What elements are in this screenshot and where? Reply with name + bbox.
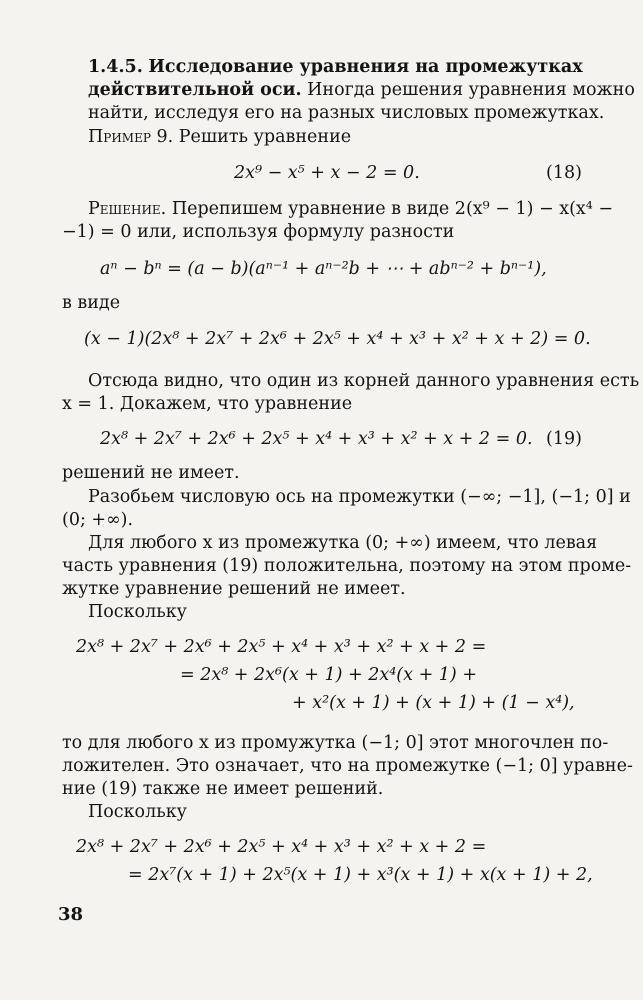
equation-19-number: (19): [546, 429, 582, 449]
paragraph-3-line-2: часть уравнения (19) положительна, поэтому на этом проме-: [62, 556, 632, 576]
page-number: 38: [58, 904, 84, 925]
section-title-part-1: Исследование уравнения на промежутках: [148, 57, 583, 77]
factored-equation: (x − 1)(2x⁸ + 2x⁷ + 2x⁶ + 2x⁵ + x⁴ + x³ + x² + x + 2) = 0.: [84, 329, 591, 349]
since-text-1: Поскольку: [88, 602, 187, 622]
paragraph-1-line-2: x = 1. Докажем, что уравнение: [62, 394, 353, 414]
derivation-1-line-3: + x²(x + 1) + (x + 1) + (1 − x⁴),: [292, 693, 575, 713]
equation-18-number: (18): [546, 163, 582, 183]
equation-19: 2x⁸ + 2x⁷ + 2x⁶ + 2x⁵ + x⁴ + x³ + x² + x + 2 = 0.: [100, 429, 533, 449]
heading-line-2: [88, 79, 635, 101]
paragraph-4-line-2: ложителен. Это означает, что на промежутке (−1; 0] уравне-: [62, 756, 633, 776]
section-title-part-2: действительной оси.: [88, 80, 302, 100]
paragraph-4-line-3: ние (19) также не имеет решений.: [62, 779, 384, 799]
derivation-1-line-1: 2x⁸ + 2x⁷ + 2x⁶ + 2x⁵ + x⁴ + x³ + x² + x + 2 =: [76, 637, 487, 657]
equation-18: 2x⁹ − x⁵ + x − 2 = 0.: [234, 163, 420, 183]
paragraph-3-line-3: жутке уравнение решений не имеет.: [62, 579, 406, 599]
paragraph-4-line-1: то для любого x из промужутка (−1; 0] этот многочлен по-: [62, 733, 609, 753]
solution-line-1: [88, 198, 614, 220]
paragraph-3-line-1: Для любого x из промежутка (0; +∞) имеем, что левая: [88, 533, 598, 553]
solution-line-2: −1) = 0 или, используя формулу разности: [62, 222, 455, 242]
no-solutions-text: решений не имеет.: [62, 463, 240, 483]
paragraph-2-line-2: (0; +∞).: [62, 510, 134, 530]
derivation-2-line-1: 2x⁸ + 2x⁷ + 2x⁶ + 2x⁵ + x⁴ + x³ + x² + x + 2 =: [76, 837, 487, 857]
in-form-text: в виде: [62, 293, 121, 313]
paragraph-1-line-1: Отсюда видно, что один из корней данного уравнения есть: [88, 371, 640, 391]
intro-text-line-3: найти, исследуя его на разных числовых промежутках.: [88, 103, 605, 123]
example-label: Пример 9.: [88, 127, 174, 147]
intro-text-part-1: Иногда решения уравнения можно: [307, 80, 635, 100]
solution-label: Решение.: [88, 199, 167, 219]
example-text: Решить уравнение: [178, 127, 352, 147]
example-line: [88, 126, 580, 148]
derivation-2-line-2: = 2x⁷(x + 1) + 2x⁵(x + 1) + x³(x + 1) + x(x + 1) + 2,: [128, 865, 593, 885]
since-text-2: Поскольку: [88, 802, 187, 822]
derivation-1-line-2: = 2x⁸ + 2x⁶(x + 1) + 2x⁴(x + 1) +: [180, 665, 477, 685]
paragraph-2-line-1: Разобьем числовую ось на промежутки (−∞; −1], (−1; 0] и: [88, 487, 631, 507]
difference-of-powers-formula: aⁿ − bⁿ = (a − b)(aⁿ⁻¹ + aⁿ⁻²b + ⋯ + abⁿ⁻² + bⁿ⁻¹),: [100, 259, 547, 279]
solution-text-1: Перепишем уравнение в виде 2(x⁹ − 1) − x(x⁴ −: [171, 199, 614, 219]
heading-line-1: [88, 56, 583, 78]
section-number: 1.4.5.: [88, 57, 143, 77]
